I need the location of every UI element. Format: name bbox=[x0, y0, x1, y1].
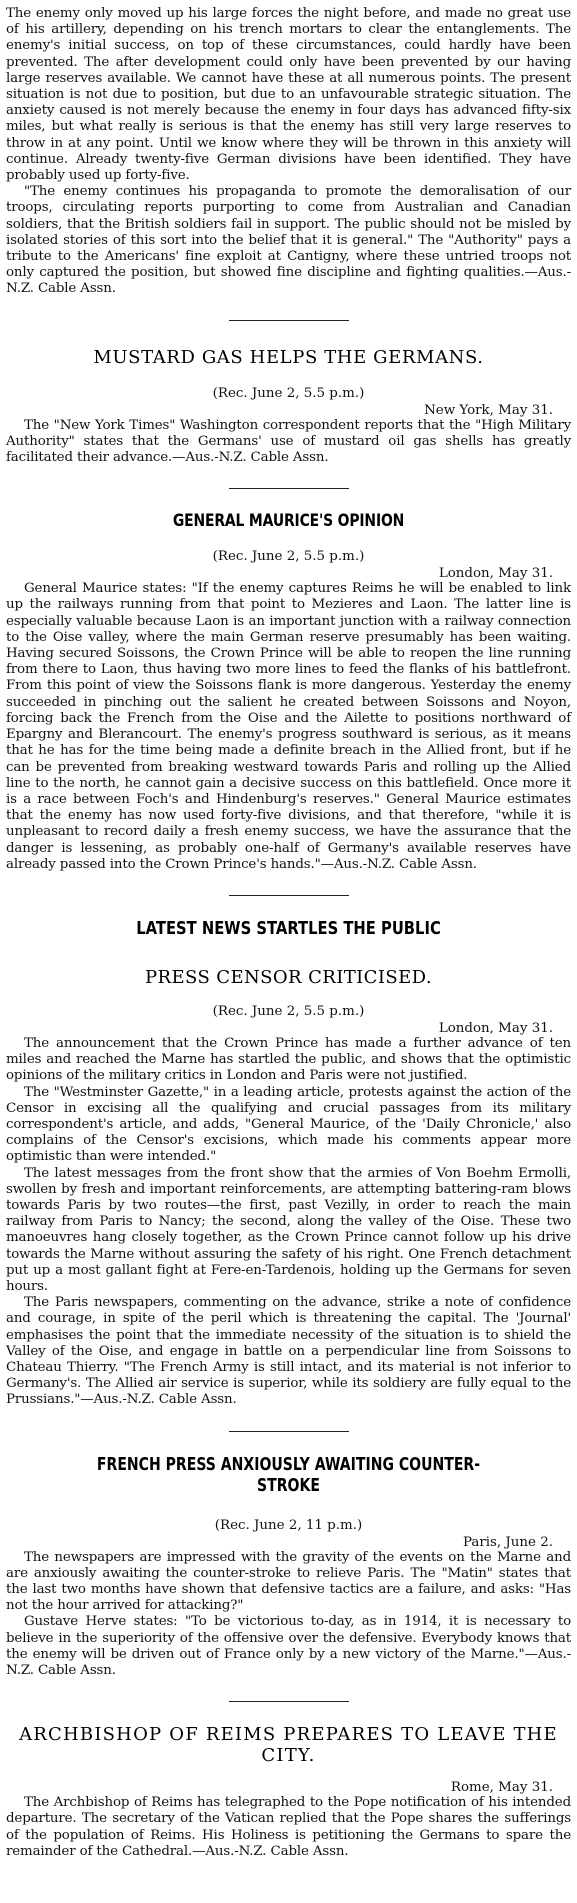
section-divider bbox=[229, 895, 349, 896]
french-press-dateline: Paris, June 2. bbox=[462, 1534, 553, 1550]
latest-news-paragraph-3: The latest messages from the front show that the armies of Von Boehm Ermolli, swollen by fresh and important reinforcements, are attempting battering-ram blows towards Paris by two routes—the first, past Vezilly, in order to reach the main railway from Paris to Nancy; the second, along the valley of the Oise. These two manoeuvres hang closely together, as the Crown Prince cannot follow up his drive towards the Marne without assuring the safety of his right. One French detachment put up a most gallant fight at Fere-en-Tardenois, holding up the Germans for seven hours. bbox=[6, 1165, 571, 1294]
french-press-paragraph-1: The newspapers are impressed with the gravity of the events on the Marne and are anxiously awaiting the counter-stroke to relieve Paris. The "Matin" states that the last two months have shown that defensive tactics are a failure, and asks: "Has not the hour arrived for attacking?" bbox=[6, 1549, 571, 1614]
lead-paragraph-1: The enemy only moved up his large forces the night before, and made no great use of his artillery, depending on his trench mortars to clear the entanglements. The enemy's initial success, on top of these circumstances, could hardly have been prevented. The after development could only have been prevented by our having large reserves available. We cannot have these at all numerous points. The present situation is not due to position, but due to an unfavourable strategic situation. The anxiety caused is not merely because the enemy in four days has advanced fifty-six miles, but what really is serious is that the enemy has still very large reserves to throw in at any point. Until we know where they will be thrown in this anxiety will continue. Already twenty-five German divisions have been identified. They have probably used up forty-five. bbox=[6, 6, 571, 184]
latest-news-headline: LATEST NEWS STARTLES THE PUBLIC bbox=[136, 917, 441, 939]
mustard-gas-dateline: New York, May 31. bbox=[424, 402, 553, 418]
mustard-gas-headline: MUSTARD GAS HELPS THE GERMANS. bbox=[93, 346, 484, 368]
archbishop-dateline: Rome, May 31. bbox=[450, 1780, 553, 1796]
latest-news-received: (Rec. June 2, 5.5 p.m.) bbox=[212, 1003, 365, 1019]
press-censor-subheadline: PRESS CENSOR CRITICISED. bbox=[145, 966, 432, 988]
maurice-article bbox=[6, 511, 571, 873]
section-divider bbox=[229, 1431, 349, 1432]
lead-paragraph-2: "The enemy continues his propaganda to promote the demoralisation of our troops, circulating reports purporting to come from Australian and Canadian soldiers, that the British soldiers fail in support. The public should not be misled by isolated stories of this sort into the belief that it is general." The "Authority" pays a tribute to the Americans' fine exploit at Cantigny, where these untried troops not only captured the position, but showed fine discipline and fighting qualities.—Aus.-N.Z. Cable Assn. bbox=[6, 184, 571, 297]
mustard-gas-article bbox=[6, 347, 571, 467]
latest-news-paragraph-1: The announcement that the Crown Prince has made a further advance of ten miles and reached the Marne has startled the public, and shows that the optimistic opinions of the military critics in London and Paris were not justified. bbox=[6, 1035, 571, 1084]
section-divider bbox=[229, 488, 349, 489]
mustard-gas-received: (Rec. June 2, 5.5 p.m.) bbox=[212, 385, 365, 401]
mustard-gas-body: The "New York Times" Washington correspondent reports that the "High Military Authority" states that the Germans' use of mustard oil gas shells has greatly facilitated their advance.—Aus.-N.Z. Cable Assn. bbox=[6, 417, 571, 466]
section-divider bbox=[229, 320, 349, 321]
french-press-received: (Rec. June 2, 11 p.m.) bbox=[214, 1517, 363, 1533]
latest-news-paragraph-2: The "Westminster Gazette," in a leading article, protests against the action of the Censor in excising all the qualifying and crucial passages from its military correspondent's article, and adds, "General Maurice, of the 'Daily Chronicle,' also complains of the Censor's excisions, which made his comments appear more optimistic than were intended." bbox=[6, 1084, 571, 1165]
lead-article bbox=[6, 6, 571, 298]
french-press-article bbox=[6, 1454, 571, 1680]
maurice-received: (Rec. June 2, 5.5 p.m.) bbox=[212, 549, 365, 565]
archbishop-headline: ARCHBISHOP OF REIMS PREPARES TO LEAVE THE CITY. bbox=[19, 1724, 558, 1767]
latest-news-article bbox=[6, 918, 571, 1409]
french-press-headline: FRENCH PRESS ANXIOUSLY AWAITING COUNTER-STROKE bbox=[96, 1453, 481, 1496]
maurice-body: General Maurice states: "If the enemy captures Reims he will be enabled to link up the railways running from that point to Mezieres and Laon. The latter line is especially valuable because Laon is an important junction with a railway connection to the Oise valley, where the main German reserve presumably has been waiting. Having secured Soissons, the Crown Prince will be able to reopen the line running from there to Laon, thus having two more lines to feed the flanks of his battlefront. From this point of view the Soissons flank is more dangerous. Yesterday the enemy succeeded in pinching out the salient he created between Soissons and Noyon, forcing back the French from the Oise and the Ailette to positions northward of Epargny and Blerancourt. The enemy's progress southward is serious, as it means that he has for the time being made a definite breach in the Allied front, but if he can be prevented from breaking westward towards Paris and rolling up the Allied line to the north, he cannot gain a decisive success on this battlefield. Once more it is a race between Foch's and Hindenburg's reserves." General Maurice estimates that the enemy has now used forty-five divisions, and that therefore, "while it is unpleasant to record daily a fresh enemy success, we have the assurance that the danger is lessening, as probably one-half of Germany's available reserves have already passed into the Crown Prince's hands."—Aus.-N.Z. Cable Assn. bbox=[6, 581, 571, 872]
archbishop-article bbox=[6, 1724, 571, 1860]
latest-news-dateline: London, May 31. bbox=[438, 1020, 553, 1036]
maurice-headline: GENERAL MAURICE'S OPINION bbox=[172, 511, 405, 532]
french-press-paragraph-2: Gustave Herve states: "To be victorious to-day, as in 1914, it is necessary to believe in the superiority of the offensive over the defensive. Everybody knows that the enemy will be driven out of France only by a new victory of the Marne."—Aus.-N.Z. Cable Assn. bbox=[6, 1614, 571, 1679]
maurice-dateline: London, May 31. bbox=[438, 566, 553, 582]
latest-news-paragraph-4: The Paris newspapers, commenting on the advance, strike a note of confidence and courage, in spite of the peril which is threatening the capital. The 'Journal' emphasises the point that the immediate necessity of the situation is to shield the Valley of the Oise, and engage in battle on a perpendicular line from Soissons to Chateau Thierry. "The French Army is still intact, and its material is not inferior to Germany's. The Allied air service is superior, while its soldiery are fully equal to the Prussians."—Aus.-N.Z. Cable Assn. bbox=[6, 1295, 571, 1408]
section-divider bbox=[229, 1701, 349, 1702]
archbishop-body: The Archbishop of Reims has telegraphed to the Pope notification of his intended departure. The secretary of the Vatican replied that the Pope shares the sufferings of the population of Reims. His Holiness is petitioning the Germans to spare the remainder of the Cathedral.—Aus.-N.Z. Cable Assn. bbox=[6, 1795, 571, 1859]
